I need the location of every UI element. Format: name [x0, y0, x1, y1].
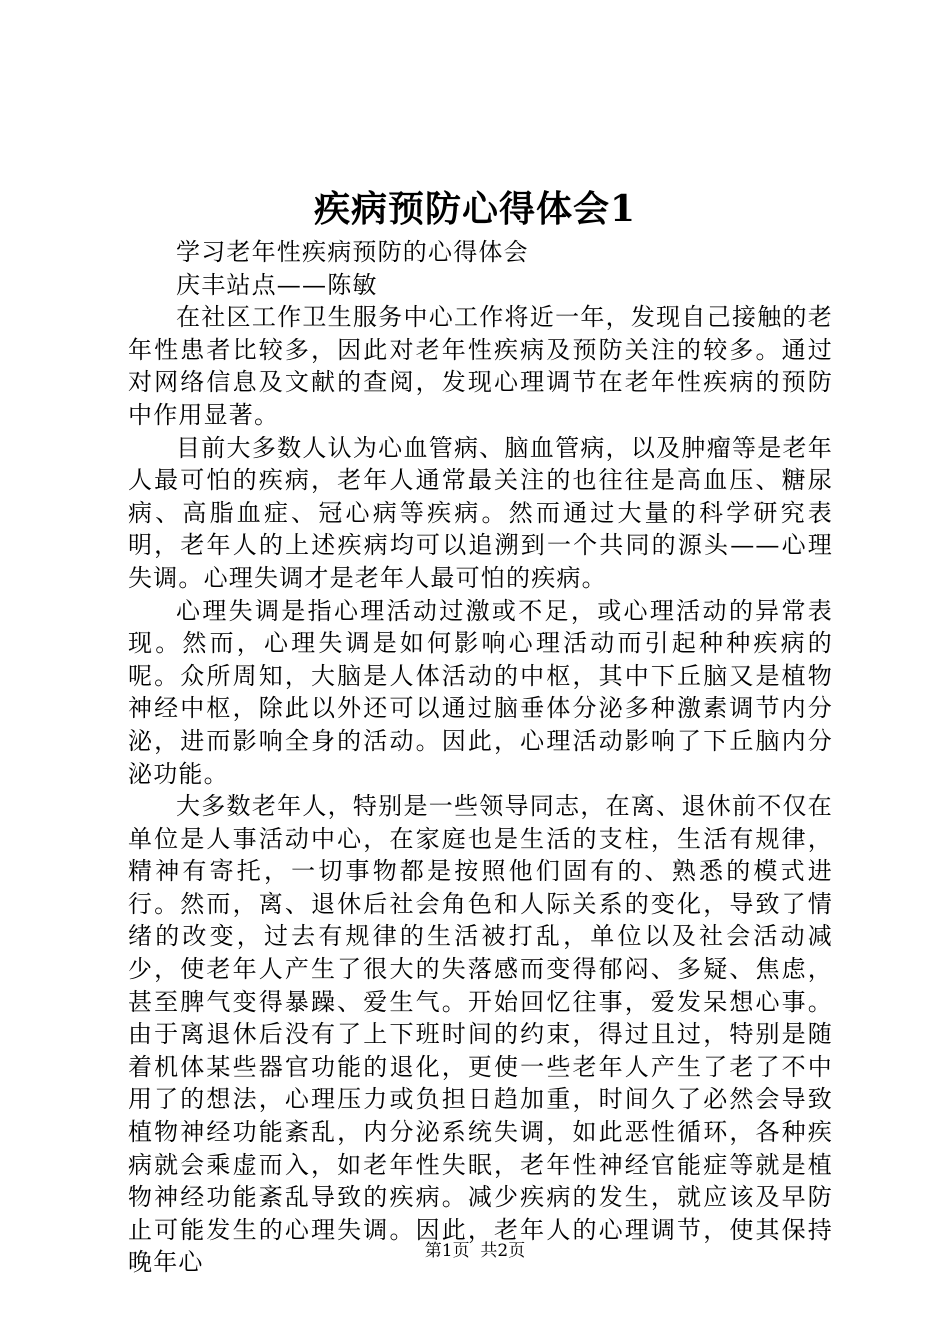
paragraph-1: 在社区工作卫生服务中心工作将近一年，发现自己接触的老年性患者比较多，因此对老年性疾病及预防关注的较多。通过对网络信息及文献的查阅，发现心理调节在老年性疾病的预防中作用显著。 [128, 303, 833, 429]
paragraph-4: 大多数老年人，特别是一些领导同志，在离、退休前不仅在单位是人事活动中心，在家庭也是生活的支柱，生活有规律，精神有寄托，一切事物都是按照他们固有的、熟悉的模式进行。然而，离、退休后社会角色和人际关系的变化，导致了情绪的改变，过去有规律的生活被打乱，单位以及社会活动减少，使老年人产生了很大的失落感而变得郁闷、多疑、焦虑，甚至脾气变得暴躁、爱生气。开始回忆往事，爱发呆想心事。由于离退休后没有了上下班时间的约束，得过且过，特别是随着机体某些器官功能的退化，更使一些老年人产生了老了不中用了的想法，心理压力或负担日趋加重，时间久了必然会导致植物神经功能紊乱，内分泌系统失调，如此恶性循环，各种疾病就会乘虚而入，如老年性失眠，老年性神经官能症等就是植物神经功能紊乱导致的疾病。减少疾病的发生，就应该及早防止可能发生的心理失调。因此，老年人的心理调节，使其保持晚年心 [128, 792, 833, 1277]
paragraph-3: 心理失调是指心理活动过激或不足，或心理活动的异常表现。然而，心理失调是如何影响心理活动而引起种种疾病的呢。众所周知，大脑是人体活动的中枢，其中下丘脑又是植物神经中枢，除此以外还可以通过脑垂体分泌多种激素调节内分泌，进而影响全身的活动。因此，心理活动影响了下丘脑内分泌功能。 [128, 596, 833, 788]
page-footer [0, 1240, 950, 1262]
author-line: 庆丰站点——陈敏 [176, 270, 378, 299]
document-title: 疾病预防心得体会1 [313, 188, 637, 230]
document-body [128, 236, 833, 1279]
page-number: 第1页 共2页 [424, 1241, 526, 1261]
subtitle: 学习老年性疾病预防的心得体会 [176, 238, 529, 266]
paragraph-2: 目前大多数人认为心血管病、脑血管病，以及肿瘤等是老年人最可怕的疾病，老年人通常最关注的也往往是高血压、糖尿病、高脂血症、冠心病等疾病。然而通过大量的科学研究表明，老年人的上述疾病均可以追溯到一个共同的源头——心理失调。心理失调才是老年人最可怕的疾病。 [128, 433, 833, 592]
